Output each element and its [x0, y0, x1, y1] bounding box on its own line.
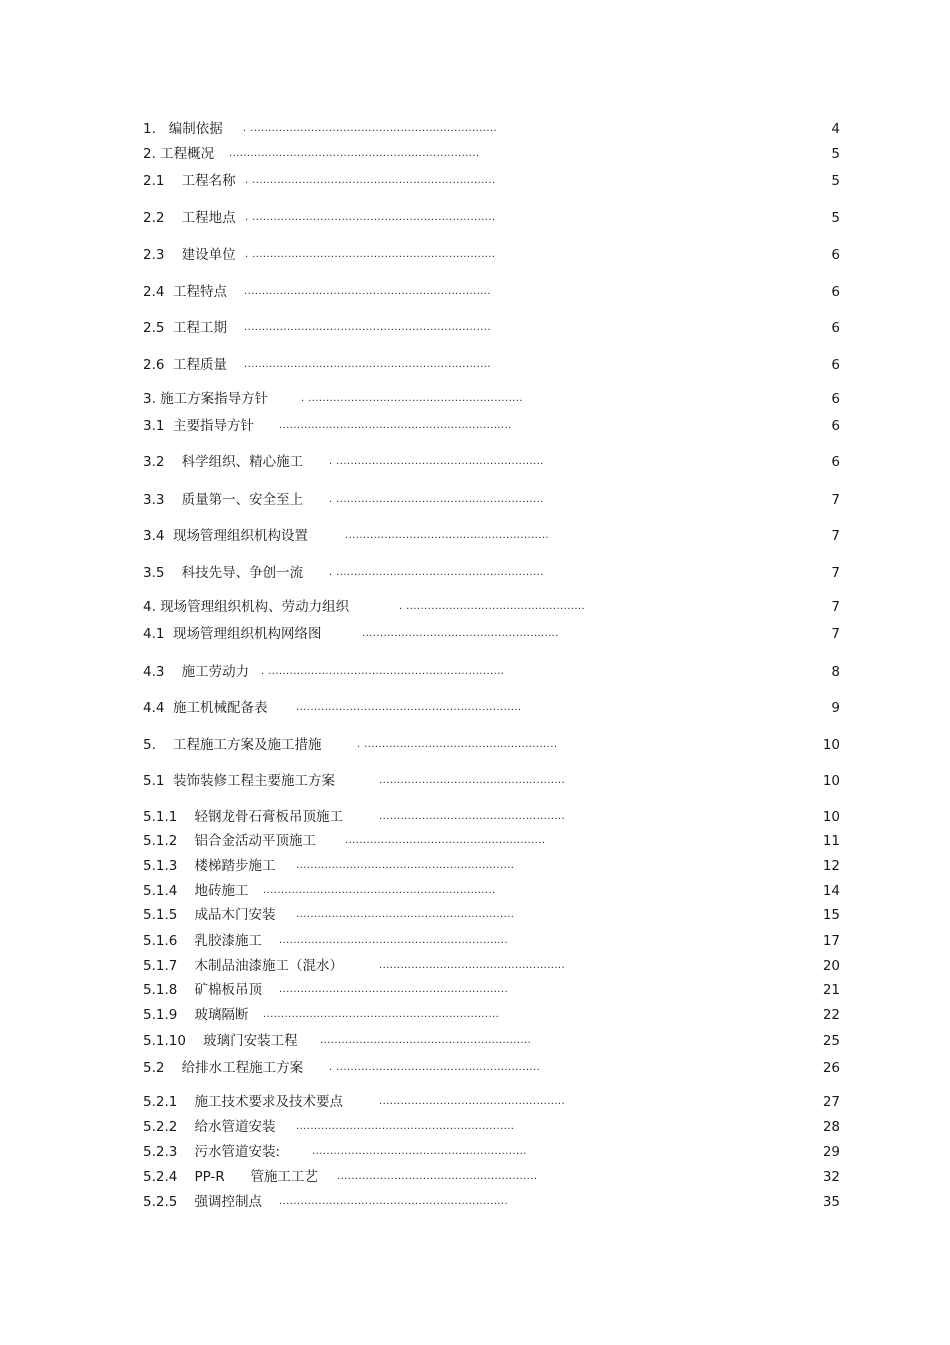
- toc-entry-title: 5. 工程施工方案及施工措施: [143, 737, 322, 753]
- toc-page-number: 20: [822, 958, 840, 974]
- toc-entry[interactable]: [143, 564, 840, 582]
- toc-entry[interactable]: [143, 906, 840, 924]
- toc-entry-title: 4.3 施工劳动力: [143, 664, 250, 680]
- toc-entry-title: 5.1.10 玻璃门安装工程: [143, 1033, 298, 1049]
- toc-page-number: 7: [831, 492, 840, 508]
- toc-page-number: 8: [831, 664, 840, 680]
- toc-page-number: 6: [831, 391, 840, 407]
- toc-entry-title: 5.1.5 成品木门安装: [143, 907, 276, 923]
- toc-entry-title: 5.1.9 玻璃隔断: [143, 1007, 249, 1023]
- toc-leader-dots: .....................................................................: [244, 286, 491, 297]
- toc-entry[interactable]: [143, 857, 840, 875]
- toc-page-number: 21: [822, 982, 840, 998]
- toc-entry[interactable]: [143, 246, 840, 264]
- toc-entry-title: 5.1.8 矿棉板吊顶: [143, 982, 263, 998]
- toc-page-number: 6: [831, 247, 840, 263]
- toc-page-number: 32: [822, 1169, 840, 1185]
- toc-leader-dots: . ..................................................................: [261, 666, 505, 677]
- toc-leader-dots: .................................................................: [279, 420, 512, 431]
- toc-entry-title: 4.1 现场管理组织机构网络图: [143, 626, 322, 642]
- toc-page-number: 22: [822, 1007, 840, 1023]
- toc-entry[interactable]: [143, 491, 840, 509]
- toc-entry-title: 2.6 工程质量: [143, 357, 228, 373]
- toc-entry-title: 4. 现场管理组织机构、劳动力组织: [143, 599, 350, 615]
- toc-entry-title: 4.4 施工机械配备表: [143, 700, 268, 716]
- toc-page-number: 25: [822, 1033, 840, 1049]
- toc-page-number: 7: [831, 599, 840, 615]
- toc-leader-dots: .........................................................: [345, 530, 549, 541]
- toc-page-number: 35: [822, 1194, 840, 1210]
- toc-leader-dots: . ....................................................................: [245, 249, 496, 260]
- toc-leader-dots: ....................................................: [379, 960, 566, 971]
- toc-entry-title: 3.2 科学组织、精心施工: [143, 454, 304, 470]
- toc-page-number: 28: [822, 1119, 840, 1135]
- toc-entry[interactable]: [143, 209, 840, 227]
- toc-leader-dots: ........................................................: [337, 1171, 538, 1182]
- toc-entry-title: 3.4 现场管理组织机构设置: [143, 528, 309, 544]
- toc-entry[interactable]: [143, 1168, 840, 1186]
- toc-entry[interactable]: [143, 1093, 840, 1111]
- toc-entry[interactable]: [143, 319, 840, 337]
- toc-page-number: 5: [831, 210, 840, 226]
- toc-page-number: 26: [822, 1060, 840, 1076]
- toc-entry-title: 5.1 装饰装修工程主要施工方案: [143, 773, 336, 789]
- toc-leader-dots: ................................................................: [279, 1196, 509, 1207]
- toc-leader-dots: ......................................................................: [229, 148, 480, 159]
- toc-leader-dots: ...............................................................: [296, 702, 522, 713]
- toc-leader-dots: .............................................................: [296, 909, 515, 920]
- toc-leader-dots: .......................................................: [362, 628, 559, 639]
- toc-entry[interactable]: [143, 625, 840, 643]
- toc-entry[interactable]: [143, 772, 840, 790]
- toc-leader-dots: ....................................................: [379, 811, 566, 822]
- toc-entry-title: 5.1.7 木制品油漆施工（混水）: [143, 958, 344, 974]
- toc-leader-dots: ..................................................................: [263, 1009, 500, 1020]
- toc-page-number: 12: [822, 858, 840, 874]
- toc-leader-dots: ........................................................: [345, 835, 546, 846]
- toc-entry[interactable]: [143, 832, 840, 850]
- toc-entry-title: 5.2.2 给水管道安装: [143, 1119, 276, 1135]
- toc-page-number: 7: [831, 528, 840, 544]
- toc-entry-title: 2.5 工程工期: [143, 320, 228, 336]
- toc-entry[interactable]: [143, 390, 840, 408]
- toc-entry-title: 3.1 主要指导方针: [143, 418, 255, 434]
- toc-entry-title: 5.2.1 施工技术要求及技术要点: [143, 1094, 344, 1110]
- toc-entry-title: 5.2.4 PP-R 管施工工艺: [143, 1169, 318, 1185]
- toc-leader-dots: . ..........................................................: [329, 494, 544, 505]
- toc-entry-title: 2.4 工程特点: [143, 284, 228, 300]
- toc-page-number: 14: [822, 883, 840, 899]
- toc-page-number: 9: [831, 700, 840, 716]
- toc-entry[interactable]: [143, 882, 840, 900]
- toc-page-number: 17: [822, 933, 840, 949]
- toc-page-number: 10: [822, 737, 840, 753]
- toc-entry[interactable]: [143, 736, 840, 754]
- toc-entry[interactable]: [143, 453, 840, 471]
- toc-leader-dots: .............................................................: [296, 860, 515, 871]
- toc-entry-title: 5.2 给排水工程施工方案: [143, 1060, 304, 1076]
- toc-entry[interactable]: [143, 417, 840, 435]
- toc-leader-dots: .....................................................................: [244, 322, 491, 333]
- toc-entry[interactable]: [143, 1143, 840, 1161]
- toc-entry[interactable]: [143, 1006, 840, 1024]
- toc-entry-title: 3.5 科技先导、争创一流: [143, 565, 304, 581]
- toc-entry[interactable]: [143, 663, 840, 681]
- toc-entry[interactable]: [143, 120, 840, 138]
- toc-entry-title: 5.1.1 轻钢龙骨石膏板吊顶施工: [143, 809, 344, 825]
- toc-page-number: 27: [822, 1094, 840, 1110]
- toc-entry[interactable]: [143, 172, 840, 190]
- toc-entry[interactable]: [143, 1059, 840, 1077]
- toc-page-number: 10: [822, 809, 840, 825]
- toc-entry[interactable]: [143, 283, 840, 301]
- toc-entry-title: 1. 编制依据: [143, 121, 223, 137]
- toc-entry[interactable]: [143, 356, 840, 374]
- toc-leader-dots: ............................................................: [312, 1146, 527, 1157]
- toc-leader-dots: . ..................................................: [399, 601, 586, 612]
- toc-leader-dots: .....................................................................: [244, 359, 491, 370]
- toc-entry[interactable]: [143, 527, 840, 545]
- toc-page-number: 29: [822, 1144, 840, 1160]
- toc-page-number: 7: [831, 626, 840, 642]
- toc-leader-dots: ...........................................................: [320, 1035, 532, 1046]
- toc-entry[interactable]: [143, 932, 840, 950]
- toc-entry-title: 5.1.6 乳胶漆施工: [143, 933, 263, 949]
- toc-leader-dots: . ......................................................: [357, 739, 558, 750]
- toc-entry-title: 5.2.5 强调控制点: [143, 1194, 263, 1210]
- toc-entry-title: 5.2.3 污水管道安装:: [143, 1144, 281, 1160]
- toc-leader-dots: ................................................................: [279, 984, 509, 995]
- toc-entry[interactable]: [143, 145, 840, 163]
- toc-page-number: 5: [831, 173, 840, 189]
- toc-entry[interactable]: [143, 1032, 840, 1050]
- toc-entry[interactable]: [143, 699, 840, 717]
- toc-page-number: 15: [822, 907, 840, 923]
- toc-entry-title: 5.1.2 铝合金活动平顶施工: [143, 833, 317, 849]
- toc-entry[interactable]: [143, 1193, 840, 1211]
- toc-entry[interactable]: [143, 957, 840, 975]
- toc-entry-title: 2.3 建设单位: [143, 247, 236, 263]
- toc-entry-title: 2.1 工程名称: [143, 173, 236, 189]
- toc-page-number: 6: [831, 454, 840, 470]
- toc-page-number: 6: [831, 320, 840, 336]
- toc-page-number: 7: [831, 565, 840, 581]
- toc-leader-dots: .............................................................: [296, 1121, 515, 1132]
- toc-leader-dots: ....................................................: [379, 1096, 566, 1107]
- toc-leader-dots: . ....................................................................: [245, 212, 496, 223]
- toc-leader-dots: . ..........................................................: [329, 456, 544, 467]
- toc-leader-dots: .................................................................: [263, 885, 496, 896]
- toc-leader-dots: ................................................................: [279, 935, 509, 946]
- toc-entry-title: 2. 工程概况: [143, 146, 215, 162]
- toc-page-number: 6: [831, 357, 840, 373]
- toc-entry-title: 3.3 质量第一、安全至上: [143, 492, 304, 508]
- toc-leader-dots: . ............................................................: [301, 393, 523, 404]
- toc-entry-title: 5.1.4 地砖施工: [143, 883, 249, 899]
- toc-page-number: 10: [822, 773, 840, 789]
- toc-leader-dots: . .....................................................................: [243, 123, 498, 134]
- toc-page-number: 6: [831, 418, 840, 434]
- toc-entry-title: 2.2 工程地点: [143, 210, 236, 226]
- toc-entry-title: 3. 施工方案指导方针: [143, 391, 269, 407]
- toc-page-number: 11: [822, 833, 840, 849]
- toc-leader-dots: . .........................................................: [329, 1062, 541, 1073]
- toc-leader-dots: . ..........................................................: [329, 567, 544, 578]
- toc-page-number: 4: [831, 121, 840, 137]
- toc-page-number: 5: [831, 146, 840, 162]
- toc-leader-dots: ....................................................: [379, 775, 566, 786]
- toc-entry[interactable]: [143, 808, 840, 826]
- toc-entry[interactable]: [143, 598, 840, 616]
- toc-entry[interactable]: [143, 1118, 840, 1136]
- toc-entry[interactable]: [143, 981, 840, 999]
- toc-leader-dots: . ....................................................................: [245, 175, 496, 186]
- toc-page-number: 6: [831, 284, 840, 300]
- toc-entry-title: 5.1.3 楼梯踏步施工: [143, 858, 276, 874]
